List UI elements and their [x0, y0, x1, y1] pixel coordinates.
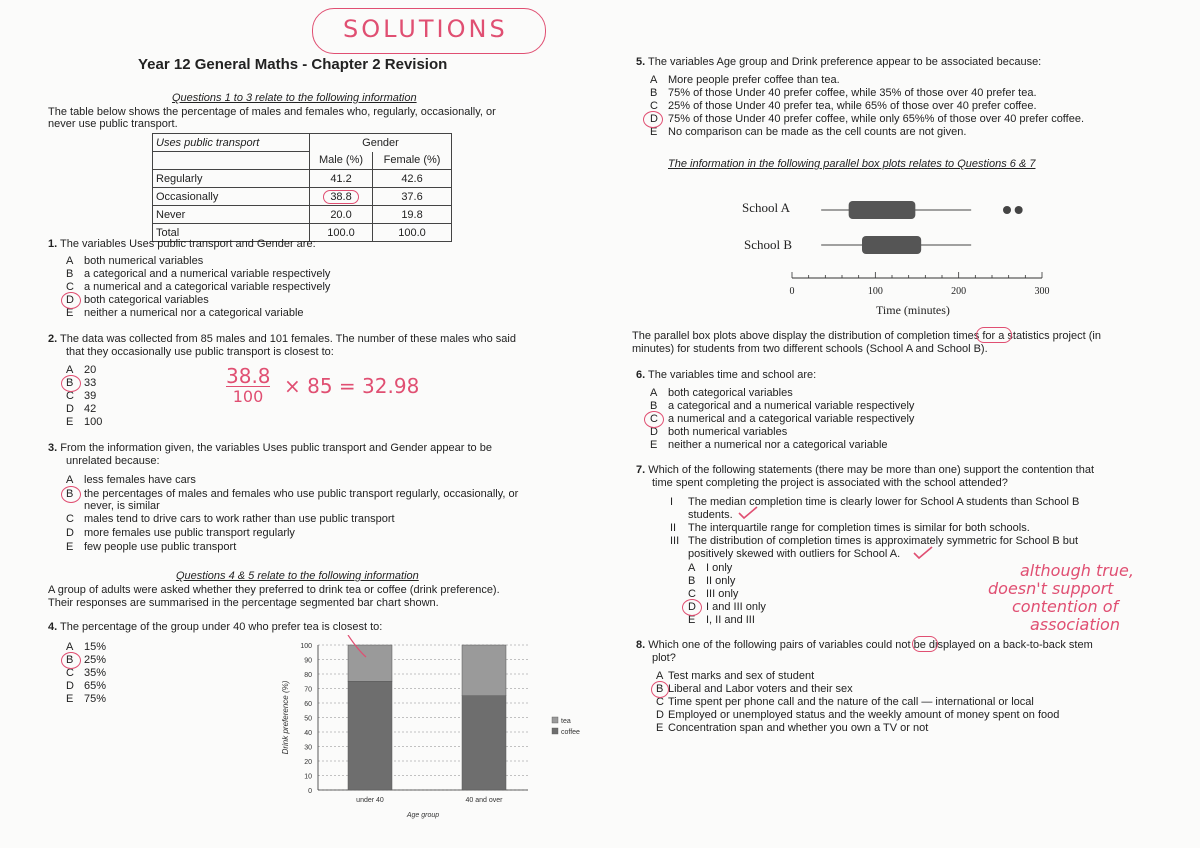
y-tick-label: 30 [304, 744, 312, 752]
y-tick-label: 20 [304, 759, 312, 766]
bar-segment-coffee [462, 696, 506, 790]
q2-option-c[interactable]: C 39 [66, 390, 97, 402]
male-value: 100.0 [310, 224, 373, 242]
male-value: 41.2 [310, 170, 373, 188]
q6-option-b[interactable]: B a categorical and a numerical variable respectively [650, 400, 915, 412]
school-a-box [849, 201, 916, 219]
school-b-label: School B [744, 237, 793, 252]
table-gender-head: Gender [310, 134, 452, 152]
question-8-line1: 8. Which one of the following pairs of variables could not be displayed on a back-to-back stem [636, 639, 1093, 651]
q7-statement-2: II The interquartile range for completion times is similar for both schools. [670, 522, 1030, 534]
y-tick-label: 40 [304, 730, 312, 737]
box-axis-label: 200 [951, 286, 967, 297]
q2-option-a[interactable]: A 20 [66, 364, 97, 376]
q1-option-d[interactable]: D both categorical variables [66, 294, 209, 306]
school-b-box [862, 236, 921, 254]
box-axis-label: 100 [867, 286, 883, 297]
q1-answer-circle [61, 292, 81, 309]
q8-option-c[interactable]: C Time spent per phone call and the nature of the call — international or local [656, 696, 1034, 708]
question-4: 4. The percentage of the group under 40 who prefer tea is closest to: [48, 621, 383, 633]
q7-answer-circle [682, 599, 702, 616]
q5-option-e[interactable]: E No comparison can be made as the cell counts are not given. [650, 126, 967, 138]
q6-option-e[interactable]: E neither a numerical nor a categorical variable [650, 439, 888, 451]
female-value: 42.6 [373, 170, 452, 188]
q7-option-d[interactable]: D I and III only [688, 601, 766, 613]
table-female-head: Female (%) [373, 152, 452, 170]
q8-option-d[interactable]: D Employed or unemployed status and the weekly amount of money spent on food [656, 709, 1060, 721]
q3-option-e[interactable]: E few people use public transport [66, 541, 237, 553]
legend-label-tea: tea [561, 718, 571, 725]
table-col-head: Uses public transport [153, 134, 310, 152]
q3-answer-circle [61, 486, 81, 503]
y-tick-label: 90 [304, 657, 312, 665]
q8-option-a[interactable]: A Test marks and sex of student [656, 670, 815, 682]
question-2-line1: 2. The data was collected from 85 males and 101 females. The number of these males who said [48, 333, 516, 345]
q5-option-c[interactable]: C 25% of those Under 40 prefer tea, while 65% of those over 40 prefer coffee. [650, 100, 1037, 112]
table-intro-line2: never use public transport. [48, 118, 178, 130]
y-tick-label: 80 [304, 672, 312, 679]
male-value: 20.0 [310, 206, 373, 224]
female-value: 100.0 [373, 224, 452, 242]
question-3-line1: 3. From the information given, the variables Uses public transport and Gender appear to be [48, 442, 492, 454]
q5-answer-circle [643, 111, 663, 128]
q7-option-a[interactable]: A I only [688, 562, 733, 574]
q3-option-c[interactable]: C males tend to drive cars to work rather than use public transport [66, 513, 395, 525]
q1-option-e[interactable]: E neither a numerical nor a categorical variable [66, 307, 304, 319]
q4-option-d[interactable]: D 65% [66, 680, 107, 692]
questions-6-7-heading: The information in the following parallel box plots relates to Questions 6 & 7 [668, 158, 1036, 170]
q4-answer-circle [61, 652, 81, 669]
chart-intro-line2: Their responses are summarised in the percentage segmented bar chart shown. [48, 597, 439, 609]
x-tick-label: under 40 [356, 797, 384, 804]
school-a-label: School A [742, 200, 791, 215]
check-mark-icon [912, 546, 934, 560]
parallel-box-plots [730, 190, 1060, 320]
q7-statement-3: III The distribution of completion times is approximately symmetric for School B but [670, 535, 1079, 547]
male-value: 38.8 [310, 188, 373, 206]
q1-option-b[interactable]: B a categorical and a numerical variable respectively [66, 268, 331, 280]
question-6: 6. The variables time and school are: [636, 369, 817, 381]
table-male-head: Male (%) [310, 152, 373, 170]
q8-option-e[interactable]: E Concentration span and whether you own a TV or not [656, 722, 929, 734]
q7-option-b[interactable]: B II only [688, 575, 736, 587]
transport-table [152, 133, 452, 242]
q3-option-b[interactable]: B the percentages of males and females who use public transport regularly, occasionally, or [66, 488, 519, 500]
row-label: Never [153, 206, 310, 224]
q6-answer-circle [644, 411, 664, 428]
bar-segment-tea [462, 645, 506, 696]
q8-answer-circle [651, 681, 669, 698]
q1-option-c[interactable]: C a numerical and a categorical variable respectively [66, 281, 331, 293]
y-tick-label: 60 [304, 701, 312, 708]
check-mark-icon [737, 506, 759, 520]
q2-option-d[interactable]: D 42 [66, 403, 97, 415]
row-label: Regularly [153, 170, 310, 188]
q5-option-a[interactable]: A More people prefer coffee than tea. [650, 74, 840, 86]
q2-answer-circle [61, 375, 81, 392]
q5-option-d[interactable]: D 75% of those Under 40 prefer coffee, while only 65%% of those over 40 prefer coffee. [650, 113, 1085, 125]
bar-segment-coffee [348, 681, 392, 790]
box-axis-label: 0 [789, 286, 795, 297]
questions-1-3-heading: Questions 1 to 3 relate to the following information [172, 92, 417, 104]
boxplot-text-line2: minutes) for students from two different schools (School A and School B). [632, 343, 988, 355]
q7-option-c[interactable]: C III only [688, 588, 739, 600]
q6-option-c[interactable]: C a numerical and a categorical variable respectively [650, 413, 915, 425]
q1-option-a[interactable]: A both numerical variables [66, 255, 204, 267]
y-tick-label: 50 [304, 715, 312, 723]
school-a-outlier [1003, 206, 1011, 214]
y-tick-label: 70 [304, 686, 312, 694]
q8-option-b[interactable]: B Liberal and Labor voters and their sex [656, 683, 853, 695]
not-circle [912, 636, 938, 652]
q4-option-c[interactable]: C 35% [66, 667, 107, 679]
table-intro-line1: The table below shows the percentage of males and females who, regularly, occasionally, or [48, 106, 496, 118]
q5-option-b[interactable]: B 75% of those Under 40 prefer coffee, while 35% of those over 40 prefer tea. [650, 87, 1037, 99]
question-5: 5. The variables Age group and Drink preference appear to be associated because: [636, 56, 1042, 68]
chart-intro-line1: A group of adults were asked whether they preferred to drink tea or coffee (drink preference). [48, 584, 500, 596]
row-label: Occasionally [153, 188, 310, 206]
table-row [153, 170, 452, 188]
q2-option-b[interactable]: B 33 [66, 377, 97, 389]
x-axis-title: Age group [406, 812, 440, 819]
y-tick-label: 10 [304, 773, 312, 781]
q7-option-e[interactable]: E I, II and III [688, 614, 755, 626]
q7-statement-1: I The median completion time is clearly lower for School A students than School B [670, 496, 1080, 508]
legend-label-coffee: coffee [561, 729, 580, 736]
box-axis-title: Time (minutes) [876, 303, 950, 317]
q4-option-e[interactable]: E 75% [66, 693, 107, 705]
y-tick-label: 0 [308, 788, 312, 795]
female-value: 19.8 [373, 206, 452, 224]
q4-option-b[interactable]: B 25% [66, 654, 107, 666]
q2-option-e[interactable]: E 100 [66, 416, 103, 428]
female-value: 37.6 [373, 188, 452, 206]
table-row [153, 206, 452, 224]
q7-statement-1-cont: students. [688, 509, 733, 521]
q6-option-d[interactable]: D both numerical variables [650, 426, 788, 438]
q3-option-b-cont: never, is similar [84, 500, 160, 512]
segmented-bar-chart [270, 635, 600, 820]
row-label: Total [153, 224, 310, 242]
question-8-line2: plot? [652, 652, 676, 664]
bar-segment-tea [348, 645, 392, 681]
school-a-outlier [1015, 206, 1023, 214]
question-1: 1. The variables Uses public transport and Gender are: [48, 238, 316, 250]
solutions-stamp-text: SOLUTIONS [343, 15, 508, 43]
q3-option-a[interactable]: A less females have cars [66, 474, 196, 486]
question-7-line2: time spent completing the project is associated with the school attended? [652, 477, 1008, 489]
questions-4-5-heading: Questions 4 & 5 relate to the following information [176, 570, 419, 582]
q7-handwritten-note: although true, doesn't support contention of association [988, 561, 1134, 634]
legend-swatch-coffee [552, 728, 558, 734]
times-circle [976, 327, 1012, 343]
question-7-line1: 7. Which of the following statements (there may be more than one) support the contention that [636, 464, 1094, 476]
q4-option-a[interactable]: A 15% [66, 641, 107, 653]
box-axis-label: 300 [1034, 286, 1050, 297]
y-axis-title: Drink preference (%) [281, 680, 290, 755]
solutions-stamp [312, 8, 546, 54]
x-tick-label: 40 and over [465, 797, 503, 804]
q6-option-a[interactable]: A both categorical variables [650, 387, 793, 399]
table-row [153, 188, 452, 206]
y-tick-label: 100 [300, 643, 312, 650]
q7-statement-3-cont: positively skewed with outliers for School A. [688, 548, 901, 560]
legend-swatch-tea [552, 717, 558, 723]
boxplot-text-line1: The parallel box plots above display the distribution of completion times for a statistics project (in [632, 330, 1101, 342]
q3-option-d[interactable]: D more females use public transport regularly [66, 527, 295, 539]
question-2-line2: that they occasionally use public transport is closest to: [66, 346, 334, 358]
page-title: Year 12 General Maths - Chapter 2 Revision [138, 56, 448, 73]
question-3-line2: unrelated because: [66, 455, 160, 467]
